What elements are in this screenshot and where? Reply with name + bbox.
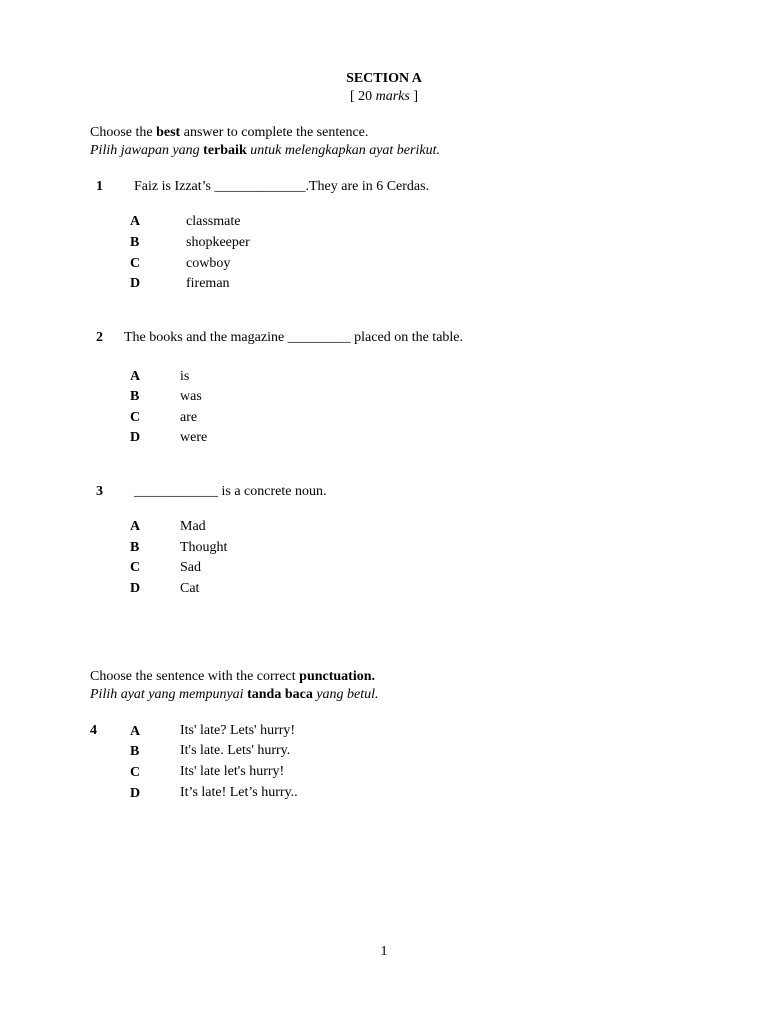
option-letter: D [130,430,141,445]
option-text: Mad [180,519,206,534]
option-text: Cat [180,581,200,596]
option-text: fireman [186,276,230,291]
option-text: Its' late let's hurry! [180,764,285,779]
question-number: 3 [96,484,103,499]
option-letter: A [130,369,141,384]
option-letter: C [130,410,141,425]
option-text: are [180,410,198,425]
option-letter: B [130,744,140,759]
option-text: classmate [186,214,241,229]
option-text: cowboy [186,256,231,271]
option-text: Sad [180,560,201,575]
option-letter: D [130,276,141,291]
option-letter: C [130,765,141,780]
page-number: 1 [380,944,388,959]
option-text: It's late. Lets' hurry. [180,743,291,758]
option-letter: A [130,519,141,534]
instruction-english: Choose the sentence with the correct punctuation. [90,669,376,684]
option-text: is [180,369,190,384]
option-letter: C [130,560,141,575]
option-letter: A [130,724,141,739]
question-text: ____________ is a concrete noun. [134,484,327,499]
option-text: Thought [180,540,228,555]
option-text: was [180,389,202,404]
question-text: Faiz is Izzat’s _____________.They are in 6 Cerdas. [134,179,430,194]
question-text: The books and the magazine _________ placed on the table. [124,330,464,345]
option-text: shopkeeper [186,235,250,250]
section-title: SECTION A [346,71,422,86]
instruction-english: Choose the best answer to complete the sentence. [90,125,369,140]
option-letter: A [130,214,141,229]
option-text: were [180,430,208,445]
question-number: 4 [90,723,97,738]
option-letter: C [130,256,141,271]
option-text: It’s late! Let’s hurry.. [180,785,298,800]
option-letter: B [130,540,140,555]
instruction-malay: Pilih jawapan yang terbaik untuk melengkapkan ayat berikut. [90,143,440,158]
option-letter: D [130,786,141,801]
option-letter: D [130,581,141,596]
option-letter: B [130,389,140,404]
section-marks: [ 20 marks ] [349,89,419,104]
option-letter: B [130,235,140,250]
instruction-malay: Pilih ayat yang mempunyai tanda baca yang betul. [90,687,379,702]
question-number: 2 [96,330,103,345]
question-number: 1 [96,179,103,194]
option-text: Its' late? Lets' hurry! [180,723,296,738]
